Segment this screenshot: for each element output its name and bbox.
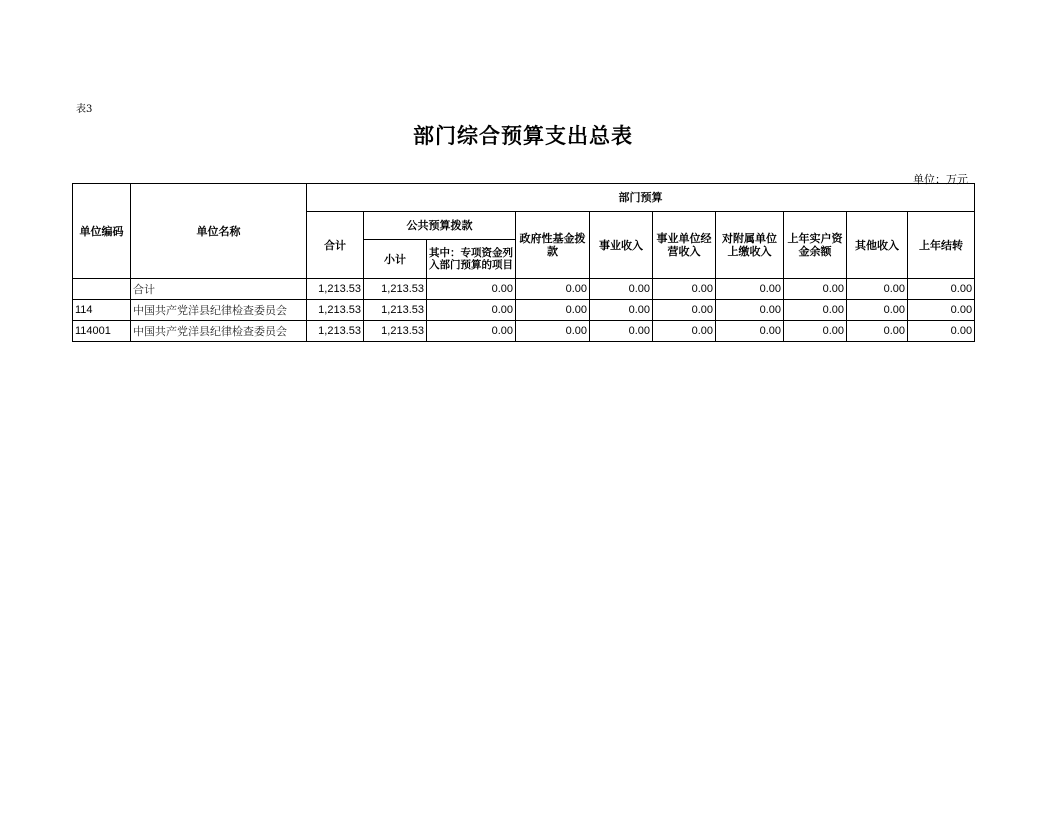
header-operating-income: 事业单位经营收入 bbox=[653, 212, 716, 279]
cell-name: 中国共产党洋县纪律检查委员会 bbox=[131, 300, 307, 321]
header-subordinate-income: 对附属单位上缴收入 bbox=[716, 212, 784, 279]
page-title: 部门综合预算支出总表 bbox=[413, 123, 633, 148]
cell-subordinate: 0.00 bbox=[716, 321, 784, 342]
cell-business: 0.00 bbox=[590, 300, 653, 321]
cell-special: 0.00 bbox=[427, 300, 516, 321]
cell-code: 114 bbox=[73, 300, 131, 321]
cell-total: 1,213.53 bbox=[307, 300, 364, 321]
header-other-income: 其他收入 bbox=[847, 212, 908, 279]
cell-carryover: 0.00 bbox=[908, 300, 975, 321]
cell-other: 0.00 bbox=[847, 300, 908, 321]
table-row bbox=[73, 279, 975, 300]
cell-business: 0.00 bbox=[590, 279, 653, 300]
header-unit-code: 单位编码 bbox=[73, 184, 131, 279]
cell-other: 0.00 bbox=[847, 321, 908, 342]
cell-subordinate: 0.00 bbox=[716, 300, 784, 321]
cell-operating: 0.00 bbox=[653, 279, 716, 300]
table-row bbox=[73, 321, 975, 342]
header-subtotal: 小计 bbox=[364, 240, 427, 279]
unit-note: 单位：万元 bbox=[913, 173, 968, 186]
cell-prev-balance: 0.00 bbox=[784, 300, 847, 321]
header-business-income: 事业收入 bbox=[590, 212, 653, 279]
cell-carryover: 0.00 bbox=[908, 321, 975, 342]
header-gov-fund: 政府性基金拨款 bbox=[516, 212, 590, 279]
cell-subordinate: 0.00 bbox=[716, 279, 784, 300]
cell-operating: 0.00 bbox=[653, 300, 716, 321]
budget-expenditure-table bbox=[72, 183, 975, 342]
cell-other: 0.00 bbox=[847, 279, 908, 300]
cell-operating: 0.00 bbox=[653, 321, 716, 342]
cell-gov-fund: 0.00 bbox=[516, 321, 590, 342]
cell-name: 中国共产党洋县纪律检查委员会 bbox=[131, 321, 307, 342]
cell-gov-fund: 0.00 bbox=[516, 279, 590, 300]
table-number-label: 表3 bbox=[76, 104, 93, 115]
header-public-budget: 公共预算拨款 bbox=[364, 212, 516, 240]
header-prev-balance: 上年实户资金余额 bbox=[784, 212, 847, 279]
cell-gov-fund: 0.00 bbox=[516, 300, 590, 321]
header-special-funds: 其中：专项资金列入部门预算的项目 bbox=[427, 240, 516, 279]
cell-total: 1,213.53 bbox=[307, 279, 364, 300]
cell-special: 0.00 bbox=[427, 279, 516, 300]
header-total: 合计 bbox=[307, 212, 364, 279]
header-unit-name: 单位名称 bbox=[131, 184, 307, 279]
cell-special: 0.00 bbox=[427, 321, 516, 342]
cell-business: 0.00 bbox=[590, 321, 653, 342]
table-row bbox=[73, 300, 975, 321]
cell-code bbox=[73, 279, 131, 300]
header-prev-carryover: 上年结转 bbox=[908, 212, 975, 279]
cell-subtotal: 1,213.53 bbox=[364, 279, 427, 300]
cell-prev-balance: 0.00 bbox=[784, 279, 847, 300]
cell-prev-balance: 0.00 bbox=[784, 321, 847, 342]
header-dept-budget: 部门预算 bbox=[307, 184, 975, 212]
cell-total: 1,213.53 bbox=[307, 321, 364, 342]
cell-code: 114001 bbox=[73, 321, 131, 342]
cell-carryover: 0.00 bbox=[908, 279, 975, 300]
cell-subtotal: 1,213.53 bbox=[364, 300, 427, 321]
cell-subtotal: 1,213.53 bbox=[364, 321, 427, 342]
cell-name: 合计 bbox=[131, 279, 307, 300]
